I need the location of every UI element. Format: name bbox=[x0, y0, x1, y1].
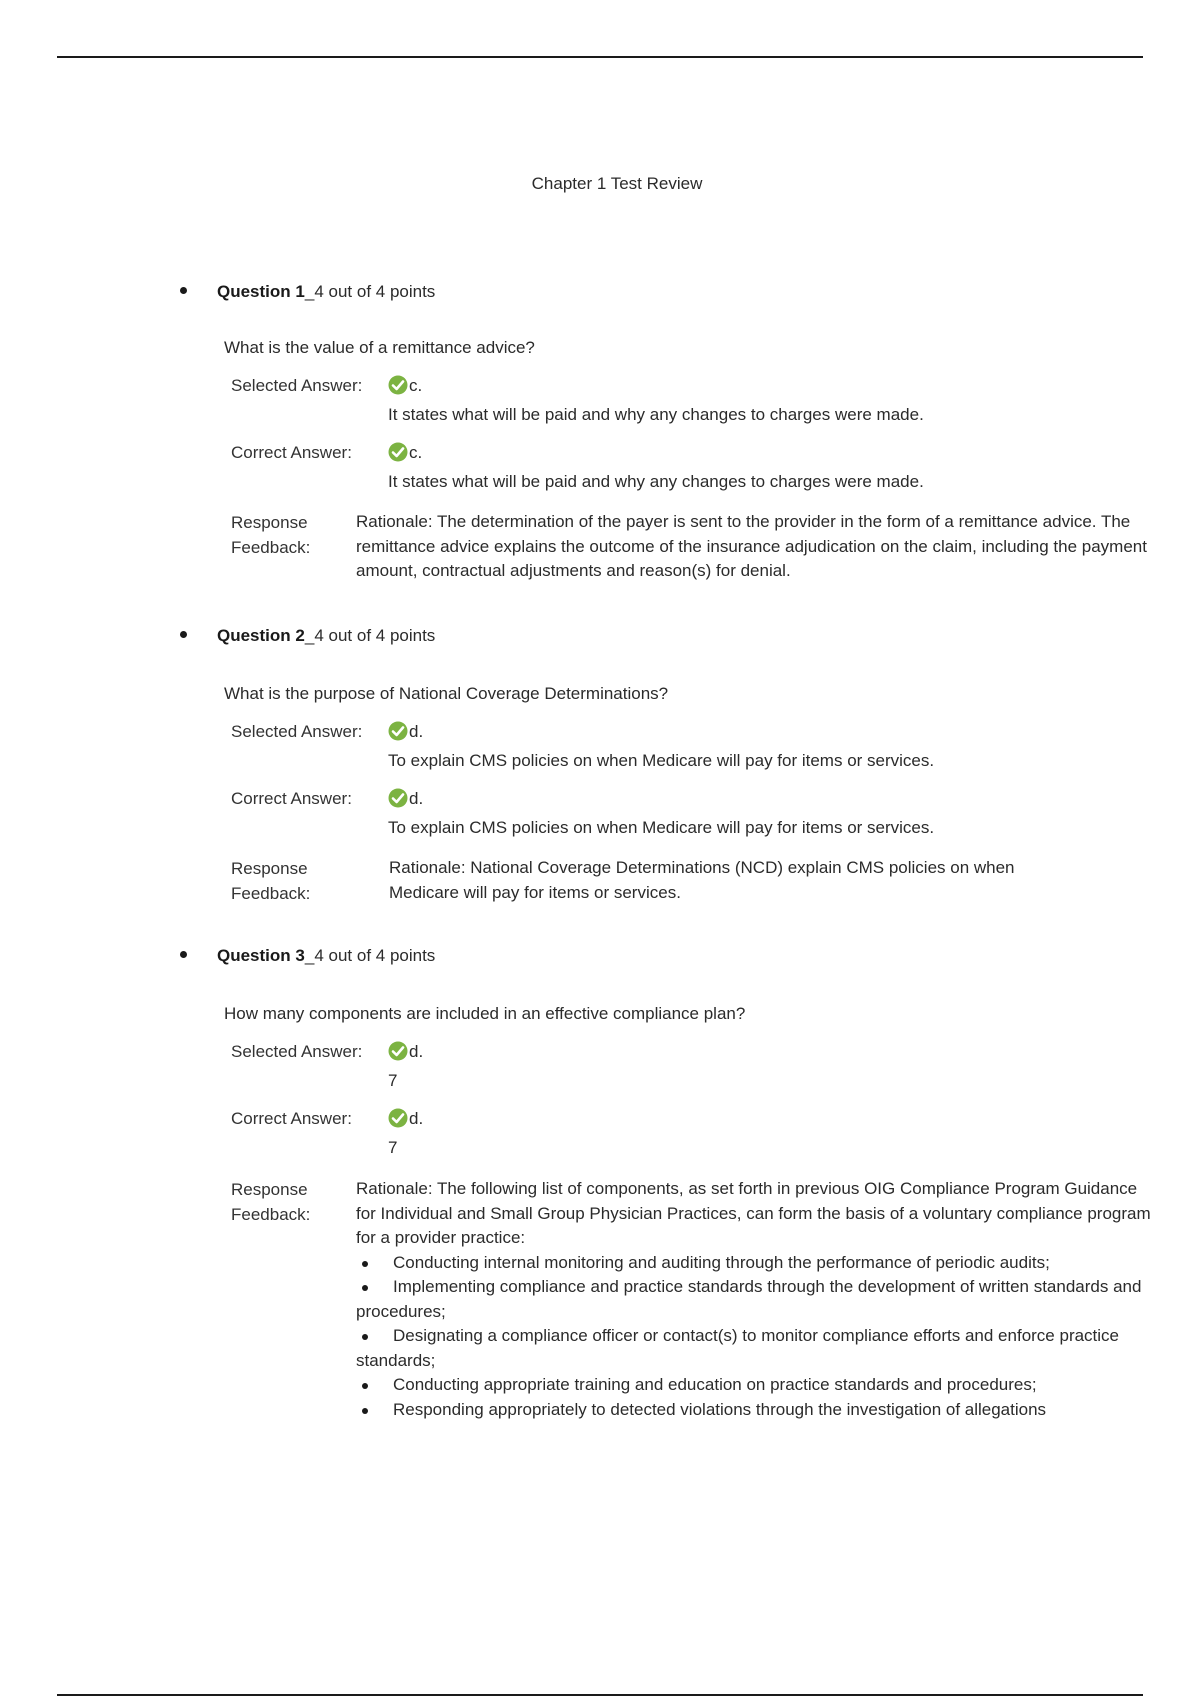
selected-answer bbox=[388, 722, 934, 771]
feedback-list-item: Conducting internal monitoring and auditing through the performance of periodic audits; bbox=[356, 1251, 1151, 1276]
selected-answer-letter: c. bbox=[409, 376, 423, 395]
question-header bbox=[180, 280, 435, 304]
bottom-rule bbox=[57, 1694, 1143, 1696]
correct-answer-text: 7 bbox=[388, 1137, 398, 1157]
check-icon bbox=[388, 442, 408, 462]
question-label: Question 3 bbox=[217, 946, 305, 965]
feedback-text bbox=[356, 1177, 1151, 1422]
feedback-label-line1: Response bbox=[231, 1180, 308, 1199]
check-icon bbox=[388, 375, 408, 395]
selected-answer-text: To explain CMS policies on when Medicare will pay for items or services. bbox=[388, 750, 935, 770]
check-icon bbox=[388, 788, 408, 808]
feedback-text: Rationale: The determination of the payer is sent to the provider in the form of a remittance advice. The remittance advice explains the outcome of the insurance adjudication on the claim, including the payment amount, contractual adjustments and reason(s) for denial. bbox=[356, 512, 1147, 580]
correct-answer-label: Correct Answer: bbox=[231, 1109, 352, 1128]
feedback-text: Rationale: National Coverage Determinations (NCD) explain CMS policies on when Medicare will pay for items or services. bbox=[389, 858, 1015, 902]
correct-answer-label: Correct Answer: bbox=[231, 789, 352, 808]
feedback-label-line1: Response bbox=[231, 859, 308, 878]
question-text: What is the value of a remittance advice? bbox=[224, 338, 535, 357]
selected-answer-letter: d. bbox=[409, 1042, 424, 1061]
question-points: 4 out of 4 points bbox=[314, 946, 436, 965]
question-label: Question 1 bbox=[217, 282, 305, 301]
question-text: How many components are included in an effective compliance plan? bbox=[224, 1004, 746, 1023]
question-separator: _ bbox=[304, 946, 315, 965]
feedback-intro: Rationale: The following list of components, as set forth in previous OIG Compliance Program Guidance for Individual and Small Group Physician Practices, can form the basis of a voluntary compliance program for a provider practice: bbox=[356, 1179, 1151, 1247]
selected-answer-text: It states what will be paid and why any changes to charges were made. bbox=[388, 404, 924, 424]
question-text: What is the purpose of National Coverage Determinations? bbox=[224, 684, 669, 703]
feedback-list bbox=[356, 1251, 1151, 1423]
check-icon bbox=[388, 1108, 408, 1128]
bullet-icon bbox=[180, 287, 187, 294]
page-title: Chapter 1 Test Review bbox=[531, 174, 703, 193]
selected-answer-label: Selected Answer: bbox=[231, 722, 363, 741]
selected-answer-label: Selected Answer: bbox=[231, 1042, 363, 1061]
question-header bbox=[180, 944, 435, 968]
feedback-label-line2: Feedback: bbox=[231, 1205, 311, 1224]
feedback-list-item: Conducting appropriate training and education on practice standards and procedures; bbox=[356, 1373, 1151, 1398]
bullet-icon bbox=[180, 631, 187, 638]
selected-answer bbox=[388, 1042, 423, 1091]
correct-answer-letter: d. bbox=[409, 1109, 424, 1128]
question-header bbox=[180, 624, 435, 648]
top-rule bbox=[57, 56, 1143, 58]
question-separator: _ bbox=[304, 626, 315, 645]
correct-answer bbox=[388, 789, 934, 838]
feedback-list-item: Responding appropriately to detected violations through the investigation of allegations bbox=[356, 1398, 1151, 1423]
correct-answer-label: Correct Answer: bbox=[231, 443, 352, 462]
question-separator: _ bbox=[304, 282, 315, 301]
response-feedback-label bbox=[231, 510, 341, 560]
feedback-list-item: Designating a compliance officer or contact(s) to monitor compliance efforts and enforce practice standards; bbox=[356, 1324, 1151, 1373]
feedback-label-line1: Response bbox=[231, 513, 308, 532]
correct-answer-text: It states what will be paid and why any changes to charges were made. bbox=[388, 471, 924, 491]
correct-answer-text: To explain CMS policies on when Medicare will pay for items or services. bbox=[388, 817, 935, 837]
correct-answer bbox=[388, 1109, 423, 1158]
selected-answer-text: 7 bbox=[388, 1070, 398, 1090]
check-icon bbox=[388, 1041, 408, 1061]
question-points: 4 out of 4 points bbox=[314, 626, 436, 645]
selected-answer bbox=[388, 376, 924, 425]
question-label: Question 2 bbox=[217, 626, 305, 645]
check-icon bbox=[388, 721, 408, 741]
response-feedback-label bbox=[231, 856, 341, 906]
correct-answer-letter: d. bbox=[409, 789, 424, 808]
selected-answer-letter: d. bbox=[409, 722, 424, 741]
feedback-list-item: Implementing compliance and practice standards through the development of written standards and procedures; bbox=[356, 1275, 1151, 1324]
correct-answer-letter: c. bbox=[409, 443, 423, 462]
question-points: 4 out of 4 points bbox=[314, 282, 436, 301]
feedback-label-line2: Feedback: bbox=[231, 538, 311, 557]
bullet-icon bbox=[180, 951, 187, 958]
selected-answer-label: Selected Answer: bbox=[231, 376, 363, 395]
response-feedback-label bbox=[231, 1177, 341, 1227]
correct-answer bbox=[388, 443, 924, 492]
feedback-label-line2: Feedback: bbox=[231, 884, 311, 903]
